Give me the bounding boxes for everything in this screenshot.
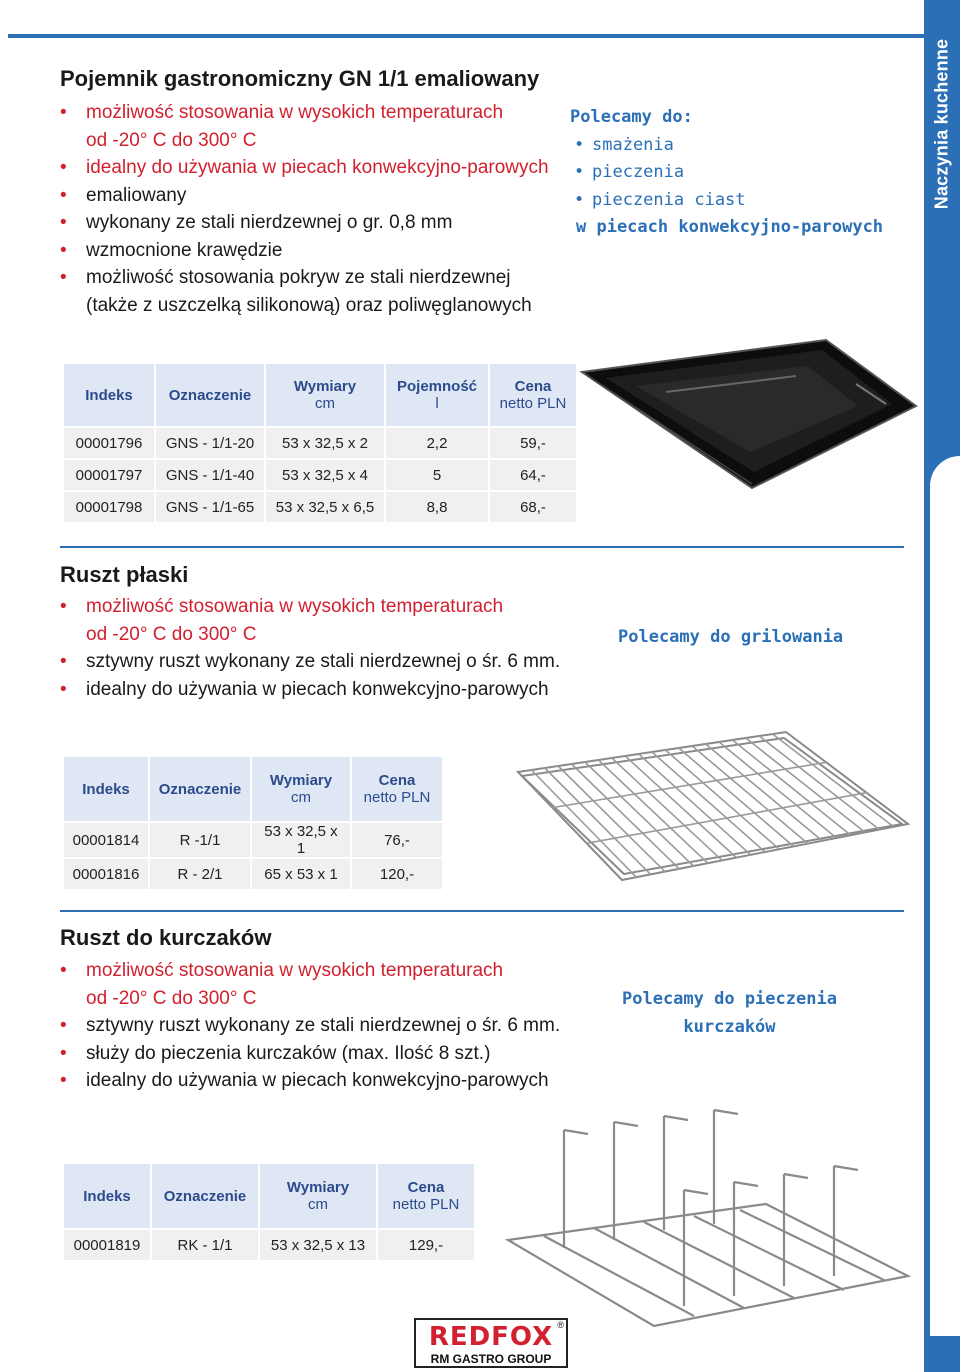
table-row [64, 428, 576, 458]
feature-item: • sztywny ruszt wykonany ze stali nierdzewnej o śr. 6 mm. [60, 1012, 560, 1040]
table-row [64, 492, 576, 522]
section1-table [62, 362, 578, 524]
col-header-designation: Oznaczenie [152, 1164, 258, 1228]
chicken-roaster-rack-image [504, 1070, 914, 1330]
table-cell: R -1/1 [150, 823, 250, 857]
section1-recommend [570, 104, 883, 242]
table-cell: 53 x 32,5 x 4 [266, 460, 384, 490]
col-header-price: Cena netto PLN [352, 757, 442, 821]
section1-features [60, 99, 549, 319]
top-rule [8, 34, 924, 38]
recommend-item: • pieczenia ciast [570, 187, 883, 215]
feature-item: od -20° C do 300° C [86, 129, 257, 151]
section3-table [62, 1162, 476, 1262]
col-header-dimensions: Wymiary cm [266, 364, 384, 426]
section-divider [60, 546, 904, 548]
table-cell: 00001797 [64, 460, 154, 490]
feature-item: • sztywny ruszt wykonany ze stali nierdzewnej o śr. 6 mm. [60, 648, 560, 676]
table-cell: 2,2 [386, 428, 488, 458]
table-cell: 00001819 [64, 1230, 150, 1260]
table-cell: 120,- [352, 859, 442, 889]
side-bar-notch [930, 456, 960, 1336]
table-cell: 53 x 32,5 x 13 [260, 1230, 376, 1260]
table-cell: 65 x 53 x 1 [252, 859, 350, 889]
feature-item: od -20° C do 300° C [86, 623, 257, 645]
table-cell: 00001814 [64, 823, 148, 857]
recommend-tail: w piecach konwekcyjno-parowych [576, 217, 884, 237]
table-cell: GNS - 1/1-40 [156, 460, 264, 490]
table-row [64, 859, 442, 889]
section2-features [60, 593, 560, 703]
feature-item: • możliwość stosowania w wysokich temperaturach [60, 957, 560, 985]
feature-item: • wzmocnione krawędzie [60, 237, 549, 265]
table-cell: GNS - 1/1-65 [156, 492, 264, 522]
section3-title: Ruszt do kurczaków [60, 925, 272, 950]
table-cell: 00001816 [64, 859, 148, 889]
table-cell: 59,- [490, 428, 576, 458]
section1-title: Pojemnik gastronomiczny GN 1/1 emaliowany [60, 66, 540, 91]
page-number: 19 [924, 1344, 948, 1366]
table-cell: R - 2/1 [150, 859, 250, 889]
feature-item: (także z uszczelką silikonową) oraz poliwęglanowych [86, 294, 532, 316]
feature-item: • służy do pieczenia kurczaków (max. Ilość 8 szt.) [60, 1040, 560, 1068]
col-header-designation: Oznaczenie [150, 757, 250, 821]
col-header-dimensions: Wymiary cm [260, 1164, 376, 1228]
table-cell: 53 x 32,5 x 2 [266, 428, 384, 458]
recommend-line: kurczaków [683, 1016, 776, 1037]
table-cell: 53 x 32,5 x 1 [252, 823, 350, 857]
section2-table [62, 755, 444, 891]
table-cell: 00001798 [64, 492, 154, 522]
recommend-item: • pieczenia [570, 159, 883, 187]
feature-item: • idealny do używania w piecach konwekcyjno-parowych [60, 154, 549, 182]
table-cell: RK - 1/1 [152, 1230, 258, 1260]
col-header-index: Indeks [64, 757, 148, 821]
table-cell: 8,8 [386, 492, 488, 522]
recommend-item: • smażenia [570, 132, 883, 160]
col-header-price: Cena netto PLN [378, 1164, 474, 1228]
section2-title: Ruszt płaski [60, 562, 189, 587]
table-cell: GNS - 1/1-20 [156, 428, 264, 458]
feature-item: • emaliowany [60, 182, 549, 210]
table-cell: 129,- [378, 1230, 474, 1260]
redfox-logo: REDFOX RM GASTRO GROUP ® [414, 1318, 568, 1368]
section-divider [60, 910, 904, 912]
feature-item: • możliwość stosowania pokryw ze stali nierdzewnej [60, 264, 549, 292]
feature-item: • wykonany ze stali nierdzewnej o gr. 0,8 mm [60, 209, 549, 237]
feature-item: od -20° C do 300° C [86, 987, 257, 1009]
flat-grill-image [512, 728, 912, 888]
col-header-index: Indeks [64, 1164, 150, 1228]
feature-item: • możliwość stosowania w wysokich temperaturach [60, 593, 560, 621]
gastronorm-pan-image [576, 336, 920, 496]
recommend-heading: Polecamy do: [570, 107, 693, 127]
feature-item: • możliwość stosowania w wysokich temperaturach [60, 99, 549, 127]
section2-recommend: Polecamy do grilowania [618, 627, 844, 647]
table-cell: 68,- [490, 492, 576, 522]
table-row [64, 460, 576, 490]
table-cell: 00001796 [64, 428, 154, 458]
side-label: Naczynia kuchenne [931, 38, 952, 210]
col-header-index: Indeks [64, 364, 154, 426]
table-cell: 76,- [352, 823, 442, 857]
table-row [64, 823, 442, 857]
section3-features [60, 957, 560, 1095]
feature-item: • idealny do używania w piecach konwekcyjno-parowych [60, 1067, 560, 1095]
table-cell: 64,- [490, 460, 576, 490]
table-cell: 5 [386, 460, 488, 490]
col-header-designation: Oznaczenie [156, 364, 264, 426]
col-header-price: Cena netto PLN [490, 364, 576, 426]
col-header-dimensions: Wymiary cm [252, 757, 350, 821]
section3-recommend [622, 986, 837, 1041]
table-cell: 53 x 32,5 x 6,5 [266, 492, 384, 522]
feature-item: • idealny do używania w piecach konwekcyjno-parowych [60, 676, 560, 704]
col-header-capacity: Pojemność l [386, 364, 488, 426]
recommend-line: Polecamy do pieczenia [622, 989, 837, 1009]
table-row [64, 1230, 474, 1260]
